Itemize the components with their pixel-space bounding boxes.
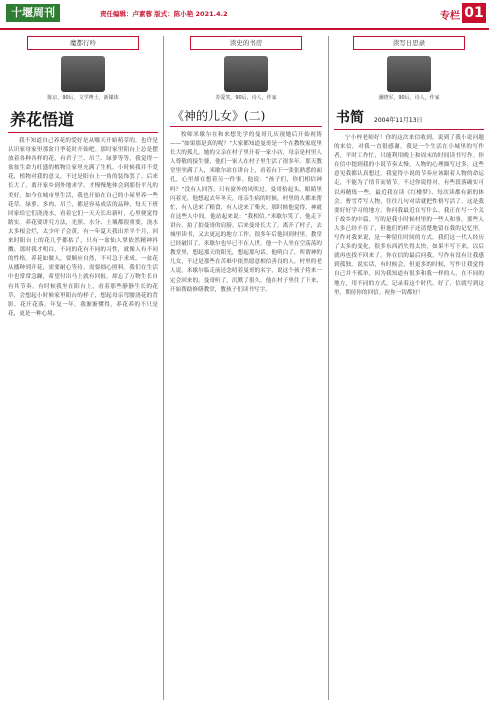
- section-label: 专栏: [440, 11, 460, 22]
- article-body: 牧师米歇尔在和来想先学的曼哥儿庆视她后开始祝祷——“如果那是真的呢？”大家都知道曼哥是一个在教牧家庭里长大的孤儿。她的父亲在村子里开着一家小店，母亲是村里人人尊敬的接生婆，他们一家人在村子里生活了很多年。那天教堂里坐满了人，米歇尔站在讲台上，看着台下一张张熟悉的面孔，心里却在想着另一件事。他说：“孩子们，你们相信神吗？”没有人回答，只有窗外的风吹过。曼哥抬起头，眼睛里闪着光。他想起去年冬天，母亲生病的时候，村里的人都来帮忙，有人送来了粮食，有人送来了柴火。那时候他觉得，神就在这些人中间。他站起来说：“我相信。”米歇尔笑了，他走下讲台，拍了拍曼哥的肩膀。后来曼哥长大了，离开了村子，去城里读书，又去更远的地方工作。很多年后他回到村里，教堂已经破旧了，米歇尔也早已不在人世。他一个人坐在空荡荡的教堂里，想起那天的阳光，想起那句话。他明白了，所谓神的儿女，不过是那些在苦难中依然愿意相信善良的人。村里的老人说，米歇尔临走前还念叨着曼哥的名字，说这个孩子将来一定会回来的。曼哥听了，沉默了很久。他在村子里住了下来，开始帮助修缮教堂，教孩子们读书写字。: [170, 132, 322, 293]
- column-divider: [328, 36, 329, 700]
- title-rule: [170, 126, 322, 127]
- author-caption: 潘晓军，90后，诗人，作家: [378, 95, 440, 101]
- author-photo: [61, 56, 105, 92]
- column-header: 读史的书房: [190, 36, 302, 50]
- column-header: 读写日思录: [353, 36, 465, 50]
- publication-logo: 十堰周刊: [6, 4, 60, 22]
- author-photo: [224, 56, 268, 92]
- article-title: 养花悟道: [10, 110, 75, 129]
- title-rule: [8, 132, 158, 133]
- column-divider: [163, 36, 164, 700]
- column-3: [334, 36, 484, 700]
- masthead: [0, 0, 489, 30]
- article-title: 《神的儿女》(二): [172, 109, 266, 123]
- page-number: 01: [462, 3, 486, 23]
- article-title-row: [336, 107, 484, 127]
- editor-info: 责任编辑：卢素蓉 版式：陈小艳 2021.4.2: [100, 10, 228, 18]
- title-rule: [334, 129, 484, 130]
- author-caption: 苏爱笑，90后，诗人，作家: [215, 95, 277, 101]
- column-1: [8, 36, 158, 700]
- article-body: 宁小梓老师好！你的这次来信收到，说到了我小说问题的来信，对我一直很感谢。我是一个生活在小城里的写作者，平时工作忙，只能利用晚上和周末的时间读书写作。你在信中提到我的小说节奏太慢，人物的心理描写过多，这些意见我都认真想过。我觉得小说的节奏应该跟着人物的命运走，不能为了情节而情节。不过你说得对，有些段落确实可以再精炼一些。最近我在读《红楼梦》，每次读都有新的体会。曹雪芹写人物，往往几句对话就把性格写活了，这是我要好好学习的地方。你问我最近在写什么，我正在写一个关于故乡的中篇，写的是我小时候村里的一些人和事。那些人大多已经不在了，但他们的样子还清楚地留在我的记忆里。写作对我来说，是一种留住时间的方式。我们这一代人经历了太多的变化，很多东西消失得太快，如果不写下来，以后就再也找不回来了。你在信的最后问我，写作有没有让我感到孤独。说实话，有时候会，但更多的时候，写作让我觉得自己并不孤单，因为我知道有很多和我一样的人，在不同的地方，用不同的方式，记录着这个时代。好了，信就写到这里，期待你的回信。祝你一切都好！: [334, 135, 484, 296]
- author-photo: [387, 56, 431, 92]
- author-caption: 陈京，90后，文学博士，新媒体: [47, 95, 119, 101]
- column-2: [170, 36, 322, 700]
- article-title: 书简: [336, 110, 364, 126]
- column-header: 魔都行吟: [27, 36, 139, 50]
- letter-date: 2004年11月13日: [374, 117, 423, 124]
- article-body: 我不知道自己养花的爱好是从哪天开始萌芽的，也许是认识家母家里那盆月季花时开始吧。那时家里阳台上总是摆放着各种各样的花，有君子兰、吊兰、绿萝等等，我觉得一盆盆生命力旺盛的植物让家里充满了生机。小时候我并不爱花，植物对我的意义，不过是阳台上一角的装饰罢了。后来长大了，离开家乡到外地求学，才慢慢地体会到那份平凡的美好。如今在城市里生活，我也开始在自己的小屋里养一些花草。绿萝、多肉、吊兰，都是容易成活的品种，每天下班回家给它们浇浇水，看着它们一天天长出新叶，心里便觉得踏实。养花要讲究方法，光照、水分、土壤都很重要，浇水太多根会烂，太少叶子会黄。有一年夏天我出差半个月，回来时阳台上的花几乎都枯了，只有一盆仙人掌依然精神抖擞。那时我才明白，不同的花有不同的习性，就像人有不同的性格。养花如做人，要顺应自然，不可急于求成。一盆花从播种到开花，需要耐心等待，需要细心照料。我们在生活中也常常急躁，希望付出马上就有回报，却忘了万物生长自有其节奏。有时候我坐在阳台上，看着那些静静生长的花草，会想起小时候家里阳台的样子，想起母亲弯腰浇花的背影。花开花落，年复一年，我渐渐懂得，养花养的不只是花，更是一种心境。: [8, 138, 158, 317]
